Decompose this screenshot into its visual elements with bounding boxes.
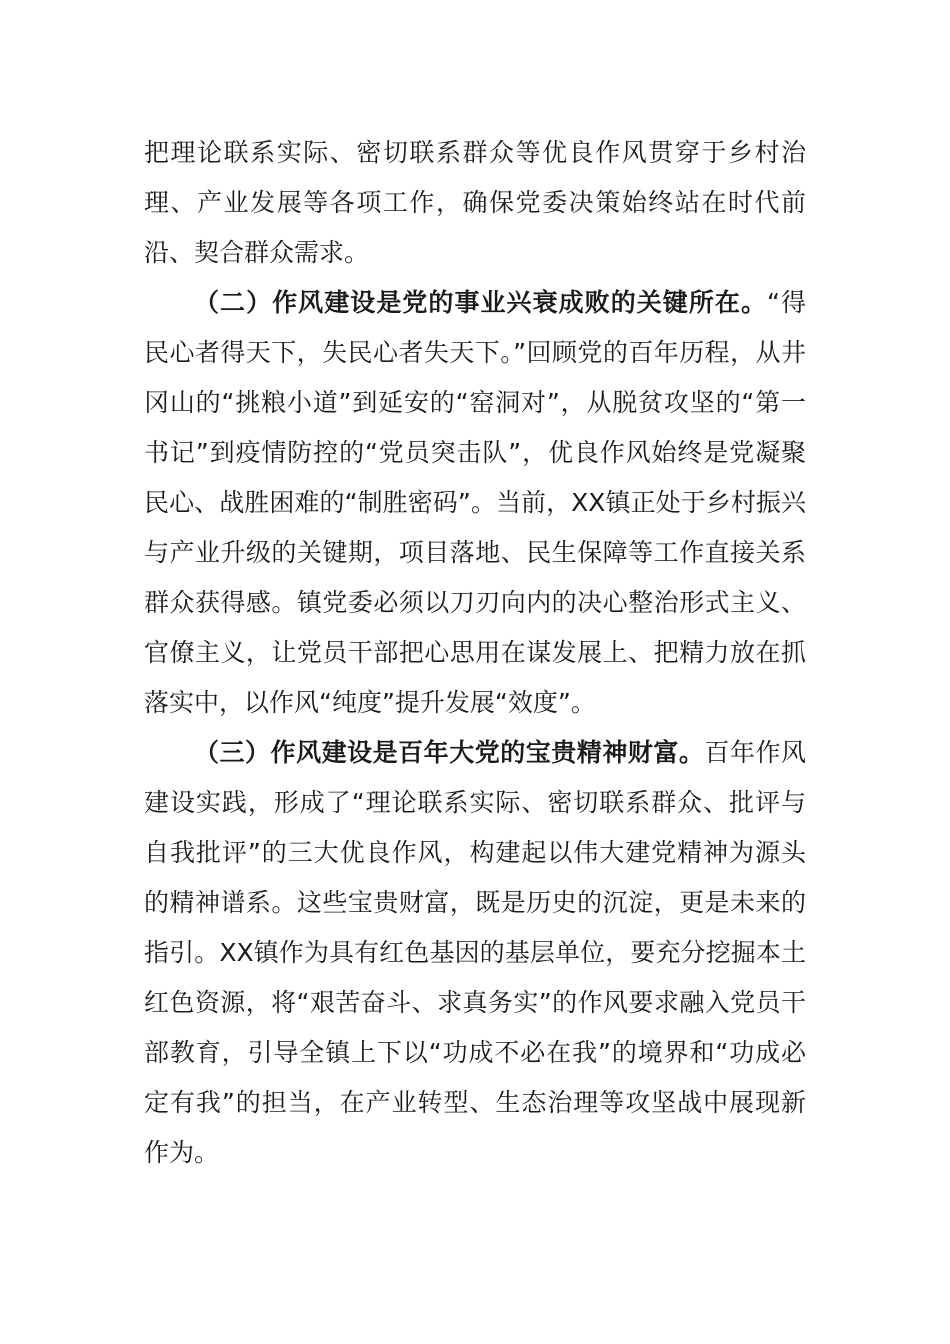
document-body	[144, 128, 806, 1178]
section-heading: （二）作风建设是党的事业兴衰成败的关键所在。	[194, 288, 767, 317]
paragraph-body: 百年作风建设实践，形成了“理论联系实际、密切联系群众、批评与自我批评”的三大优良作风，构建起以伟大建党精神为源头的精神谱系。这些宝贵财富，既是历史的沉淀，更是未来的指引。XX镇作为具有红色基因的基层单位，要充分挖掘本土红色资源，将“艰苦奋斗、求真务实”的作风要求融入党员干部教育，引导全镇上下以“功成不必在我”的境界和“功成必定有我”的担当，在产业转型、生态治理等攻坚战中展现新作为。	[144, 738, 806, 1167]
paragraph-continuation	[144, 128, 806, 278]
paragraph-section-2	[144, 278, 806, 728]
paragraph-body: 把理论联系实际、密切联系群众等优良作风贯穿于乡村治理、产业发展等各项工作，确保党委决策始终站在时代前沿、契合群众需求。	[144, 138, 806, 267]
section-heading: （三）作风建设是百年大党的宝贵精神财富。	[194, 738, 705, 767]
paragraph-section-3	[144, 728, 806, 1178]
paragraph-body: “得民心者得天下，失民心者失天下。”回顾党的百年历程，从井冈山的“挑粮小道”到延安的“窑洞对”，从脱贫攻坚的“第一书记”到疫情防控的“党员突击队”，优良作风始终是党凝聚民心、战胜困难的“制胜密码”。当前，XX镇正处于乡村振兴与产业升级的关键期，项目落地、民生保障等工作直接关系群众获得感。镇党委必须以刀刃向内的决心整治形式主义、官僚主义，让党员干部把心思用在谋发展上、把精力放在抓落实中，以作风“纯度”提升发展“效度”。	[144, 288, 806, 717]
